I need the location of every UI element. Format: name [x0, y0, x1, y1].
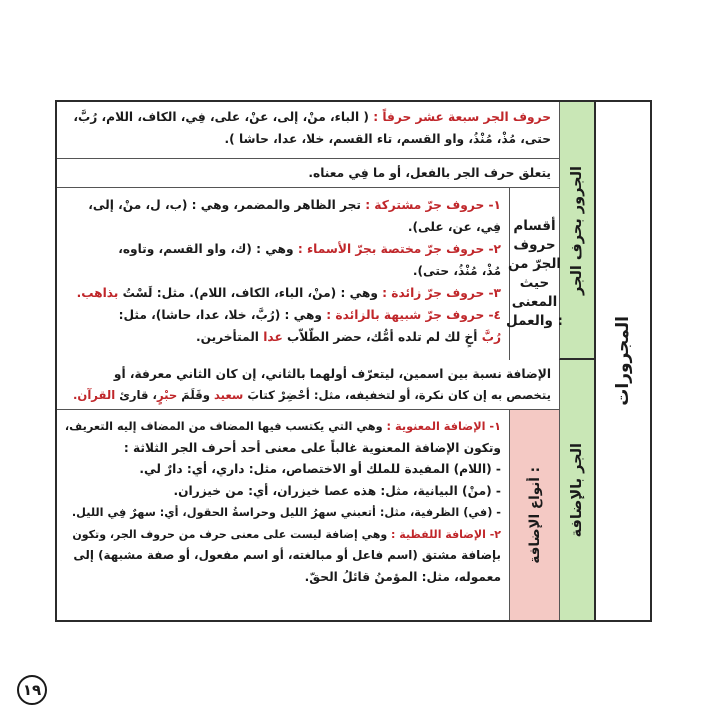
letters-intro-line2: حتى، مُذْ، مُنْذُ، واو القسم، تاء القسم، خلا، عدا، حاشا ).: [224, 132, 551, 146]
letters-intro-line1: [65, 106, 551, 128]
section-3-example: بذاهب.: [76, 286, 119, 300]
idafa-def-mid2: ، قارئ: [115, 388, 157, 402]
sections-label-line: حيث: [519, 275, 550, 291]
idafa-type-1-title: ١- الإضافة المعنوية :: [386, 420, 501, 433]
letters-intro-list: ( الباء، منْ، إلى، عنْ، على، فِي، الكاف، اللام، رُبَّ،: [73, 110, 374, 124]
section-4-cont: [65, 326, 501, 348]
sections-label-line: حروف: [513, 237, 556, 253]
section-1-cont: فِي، عن، على).: [407, 220, 501, 234]
idafa-type-2-title: ٢- الإضافة اللفظية :: [391, 527, 501, 541]
idafa-example-2: حبْرٍ: [156, 388, 178, 402]
section-4-example-1: رُبَّ: [481, 330, 501, 344]
idafa-type-1-text: وهي التي يكتسب فيها المضاف من المضاف إليه التعريف،: [64, 420, 387, 433]
idafa-type-1: [65, 416, 501, 438]
section-1-title: ١- حروف جرّ مشتركة :: [365, 198, 501, 212]
idafa-example-1: سعيد: [213, 388, 244, 402]
section-4-end: المتأخرين.: [195, 330, 264, 344]
page-number: ١٩: [17, 675, 47, 705]
section-2-title: ٢- حروف جرّ مختصة بجرّ الأسماء :: [297, 242, 501, 256]
idafa-type-2-text: وهي إضافة ليست على معنى حرف من حروف الجر، وتكون: [72, 527, 392, 541]
section-2-cont: مُذْ، مُنْذُ، حتى).: [412, 264, 501, 278]
grammar-table: [55, 100, 652, 622]
section-2-text: وهي : (ك، واو القسم، وتاوه،: [118, 242, 298, 256]
idafa-def-text: يتخصص به إن كان نكرة، أو لتخفيفه، مثل: أحْضِرْ كتابَ: [243, 388, 551, 402]
section-2: [65, 238, 501, 260]
idafa-type-1-line3: - (اللام) المفيدة للملك أو الاختصاص، مثل: داري، أي: دارٌ لي.: [139, 462, 501, 476]
letters-intro-cell: [57, 102, 559, 159]
sections-label-line: والعمل :: [506, 313, 563, 329]
idafa-type-1-line4: - (منْ) البيانية، مثل: هذه عصا خيزران، أي: من خيزران.: [173, 483, 501, 498]
section-4-text: وهي : (رُبَّ، خلا، عدا، حاشا)، مثل:: [118, 308, 327, 322]
idafa-types-label: أنواع الإضافة :: [526, 466, 543, 564]
section-3-title: ٣- حروف جرّ زائدة :: [382, 286, 501, 300]
idafa-definition-cell: [57, 360, 559, 410]
section-4-example-2: عدا: [263, 330, 283, 344]
attachment-cell: [57, 159, 559, 188]
letters-intro-heading: حروف الجر سبعة عشر حرفاً :: [373, 110, 551, 124]
idafa-def-line2: [65, 385, 551, 406]
main-heading-column: [594, 102, 650, 620]
section-4: [65, 304, 501, 326]
idafa-type-1-line5: - (في) الظرفية، مثل: أتعبني سهرُ الليل وحراسةُ الحقول، أي: سهرٌ فِي الليل.: [71, 506, 501, 519]
idafa-type-2-line2: بإضافة مشتق (اسم فاعل أو مبالغته، أو اسم مفعول، أو صفة مشبهة) إلى: [73, 548, 501, 562]
category-by-idafa-column: [559, 360, 594, 620]
idafa-def-line1: الإضافة نسبة بين اسمين، ليتعرّف أولهما بالثاني، إن كان الثاني معرفة، أو: [113, 367, 551, 381]
section-4-title: ٤- حروف جرّ شبيهة بالزائدة :: [326, 308, 501, 322]
idafa-example-3: القرآن.: [73, 388, 116, 402]
main-heading: المجرورات: [613, 316, 633, 406]
category-by-letter-column: [559, 102, 594, 360]
sections-label-column: [506, 188, 563, 360]
attachment-text: يتعلق حرف الجر بالفعل، أو ما فِي معناه.: [308, 166, 551, 180]
sections-label-line: المعنى: [511, 294, 558, 310]
sections-label-line: الجرّ من: [507, 256, 562, 272]
idafa-types-cell: [57, 410, 509, 620]
idafa-type-2: [65, 524, 501, 546]
section-1: [65, 194, 501, 216]
category-by-idafa: الجر بالإضافة: [569, 442, 585, 538]
section-4-cont-text: أخٍ لك لم تلده أمُّك، حضر الطّلاّب: [282, 330, 482, 344]
category-by-letter: الجرور بحرف الجر: [569, 165, 585, 295]
idafa-types-column: [509, 410, 559, 620]
idafa-def-mid: وقَلَمَ: [177, 388, 214, 402]
idafa-type-1-line2: وتكون الإضافة المعنوية غالباً على معنى أحد أحرف الجر الثلاثة :: [123, 440, 501, 455]
sections-label-line: أقسام: [513, 218, 556, 234]
sections-cell: [57, 188, 509, 360]
section-3: [65, 282, 501, 304]
section-1-text: تجر الظاهر والمضمر، وهي : (ب، ل، منْ، إلى،: [88, 198, 366, 212]
section-3-text: وهي : (منْ، الباء، الكاف، اللام). مثل: لَسْتُ: [118, 286, 383, 300]
idafa-type-2-line3: معموله، مثل: المؤمنُ قائلُ الحقّ.: [304, 569, 501, 584]
